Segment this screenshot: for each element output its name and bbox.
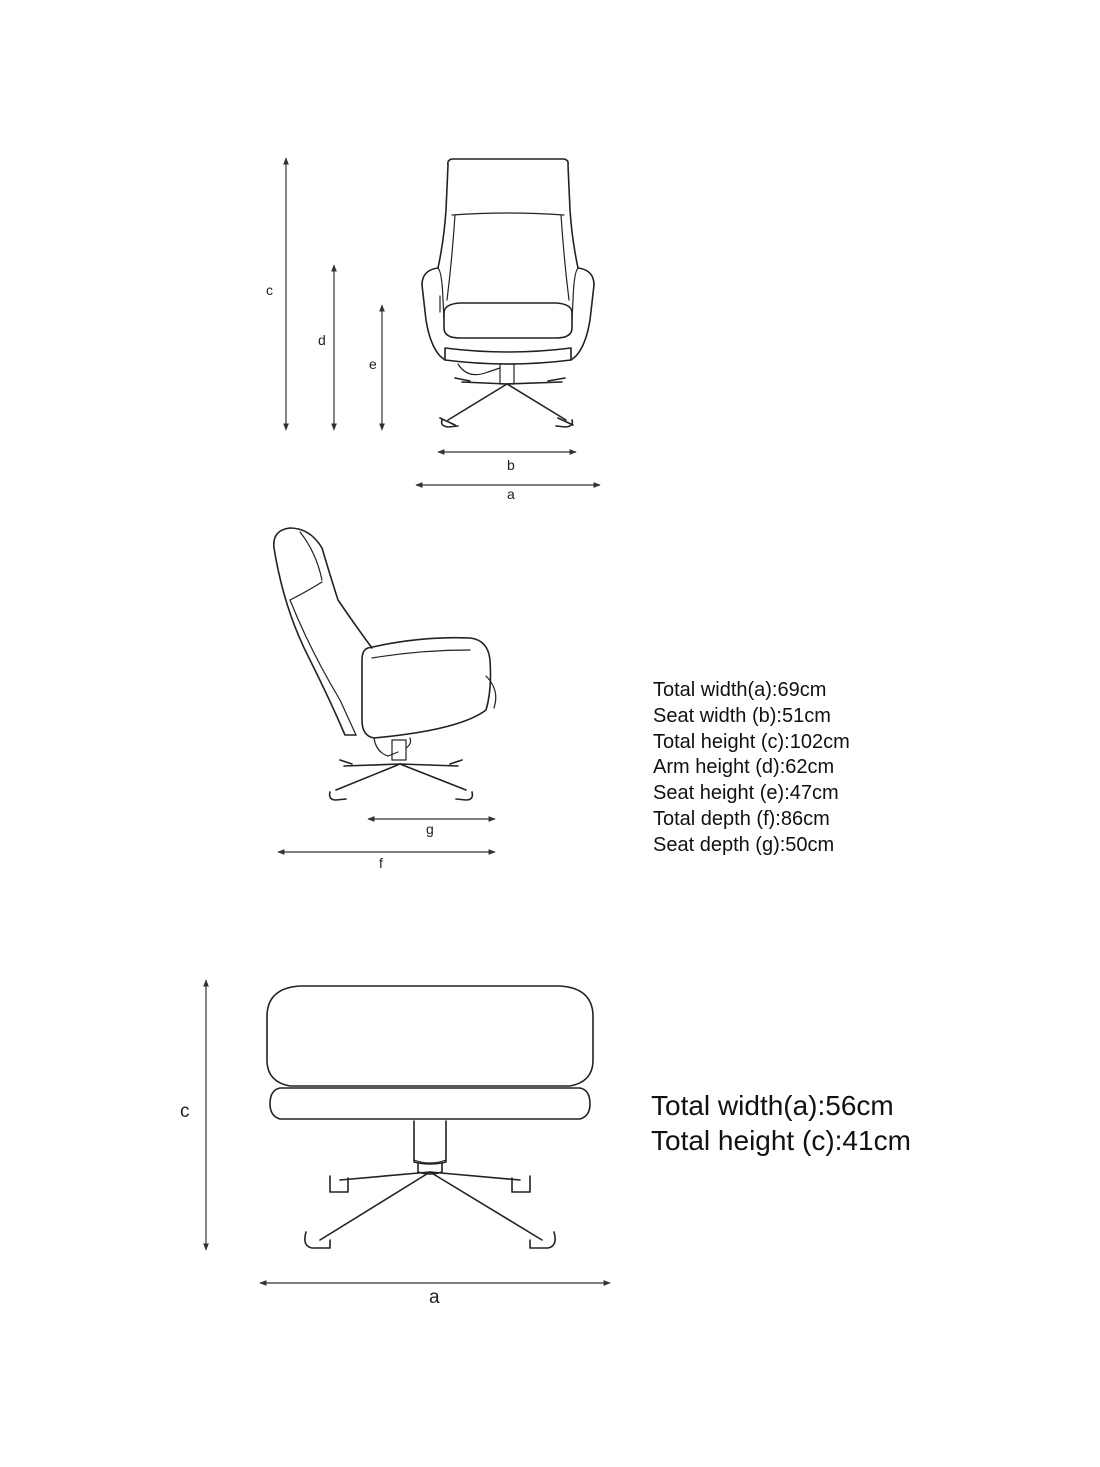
dim-label-footstool-c: c: [180, 1101, 190, 1122]
spec-footstool-height: Total height (c):41cm: [651, 1125, 911, 1156]
footstool-dimensions: [180, 980, 610, 1308]
chair-specifications: [653, 678, 850, 859]
dim-label-d: d: [318, 332, 326, 348]
dim-label-b: b: [507, 457, 515, 473]
footstool-front-view: [267, 986, 593, 1248]
spec-seat-height: Seat height (e):47cm: [653, 782, 839, 805]
dim-label-e: e: [369, 356, 377, 372]
spec-arm-height: Arm height (d):62cm: [653, 756, 835, 779]
dim-label-footstool-a: a: [429, 1287, 440, 1308]
dim-label-c: c: [266, 282, 273, 298]
footstool-specifications: [651, 1088, 911, 1158]
dim-label-a: a: [507, 486, 515, 502]
spec-seat-width: Seat width (b):51cm: [653, 704, 831, 727]
dim-label-g: g: [426, 821, 434, 837]
chair-front-dimensions: [266, 158, 600, 502]
spec-total-width: Total width(a):69cm: [653, 679, 827, 701]
spec-footstool-width: Total width(a):56cm: [651, 1090, 894, 1121]
chair-side-view: [274, 528, 496, 800]
chair-side-dimensions: [278, 819, 495, 871]
spec-total-height: Total height (c):102cm: [653, 730, 850, 753]
spec-seat-depth: Seat depth (g):50cm: [653, 833, 835, 856]
dim-label-f: f: [379, 855, 383, 871]
chair-front-view: [422, 159, 594, 427]
spec-total-depth: Total depth (f):86cm: [653, 807, 830, 830]
